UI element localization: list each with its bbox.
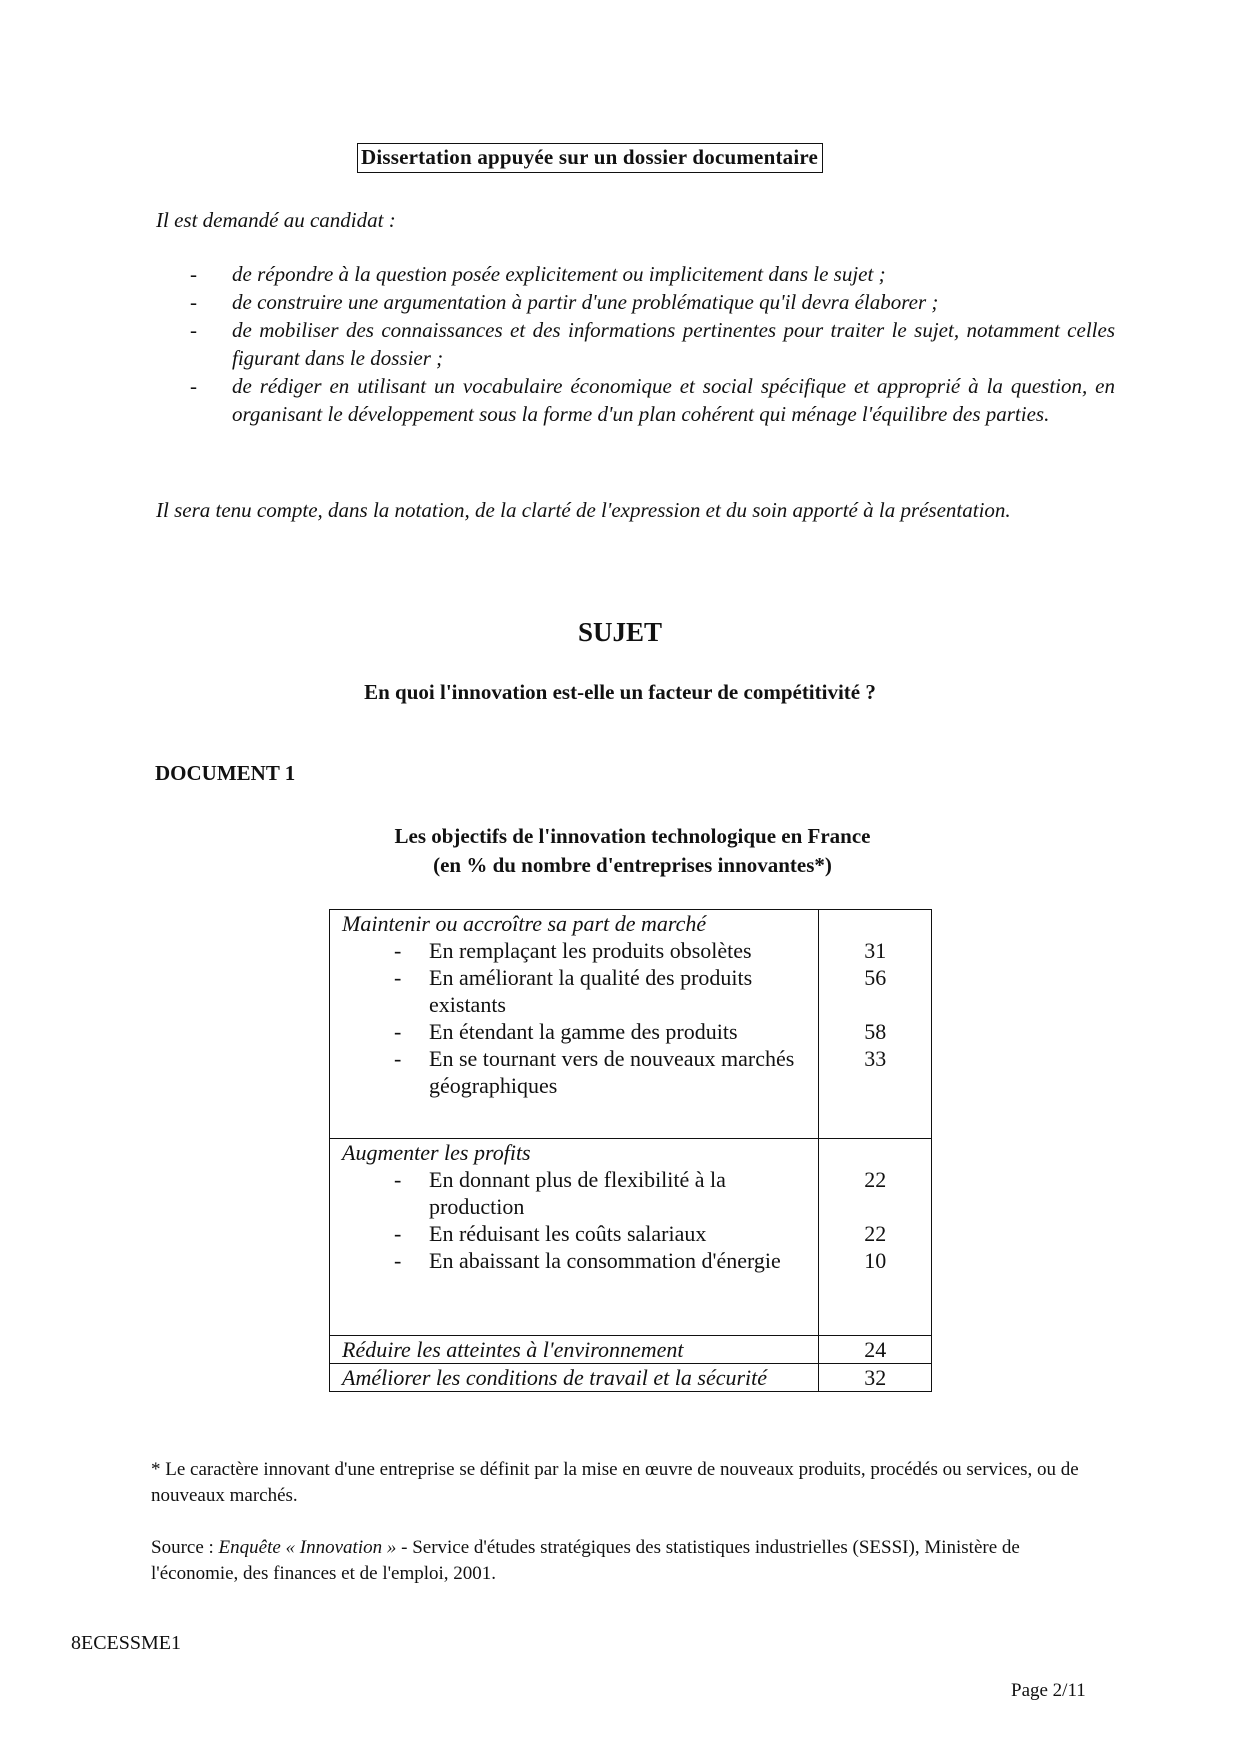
table-row [330,1139,932,1336]
section-heading: Dissertation appuyée sur un dossier documentaire [357,143,823,173]
value-cell: 33 [864,1046,887,1071]
instruction-item: - de rédiger en utilisant un vocabulaire économique et social spécifique et approprié à la question, en organisant le développement sous la forme d'un plan cohérent qui ménage l'équilibre des parties. [190,374,1115,426]
value-cell: 31 [864,938,887,963]
source-note: Source : Enquête « Innovation » - Service d'études stratégiques des statistiques industrielles (SESSI), Ministère de l'économie, des finances et de l'emploi, 2001. [151,1537,1020,1584]
category-label: Réduire les atteintes à l'environnement [342,1337,684,1362]
instructions-intro: Il est demandé au candidat : [156,208,396,232]
table-row [330,1336,932,1364]
subject-question: En quoi l'innovation est-elle un facteur de compétitivité ? [364,680,876,704]
grading-note: Il sera tenu compte, dans la notation, de la clarté de l'expression et du soin apporté à la présentation. [156,498,1011,522]
table-footnote: * Le caractère innovant d'une entreprise se définit par la mise en œuvre de nouveaux produits, procédés ou services, ou de nouveaux marchés. [151,1459,1079,1506]
list-item: - En abaissant la consommation d'énergie [394,1248,781,1273]
instruction-item: - de mobiliser des connaissances et des informations pertinentes pour traiter le sujet, notamment celles figurant dans le dossier ; [190,318,1115,370]
instruction-item: - de construire une argumentation à partir d'une problématique qu'il devra élaborer ; [190,290,939,314]
list-item: - En remplaçant les produits obsolètes [394,938,752,963]
list-item: - En améliorant la qualité des produits existants [394,965,753,1017]
subject-heading: SUJET [577,617,663,647]
page-number: Page 2/11 [1011,1680,1086,1701]
objectives-table [329,909,932,1392]
category-label: Augmenter les profits [342,1140,531,1165]
table-row [330,1364,932,1392]
table-title-line2: (en % du nombre d'entreprises innovantes*) [433,853,832,877]
value-cell: 32 [864,1365,887,1390]
document-label: DOCUMENT 1 [155,761,296,785]
document-code: 8ECESSME1 [71,1632,182,1654]
value-cell: 22 [864,1167,887,1192]
instruction-item: - de répondre à la question posée explicitement ou implicitement dans le sujet ; [190,262,886,286]
value-cell: 24 [864,1337,887,1362]
value-cell: 22 [864,1221,887,1246]
category-label: Maintenir ou accroître sa part de marché [342,911,707,936]
list-item: - En réduisant les coûts salariaux [394,1221,707,1246]
table-title [330,822,935,880]
instructions-list [190,260,1115,428]
table-title-line1: Les objectifs de l'innovation technologique en France [394,824,871,848]
value-cell: 56 [864,965,887,990]
category-label: Améliorer les conditions de travail et la sécurité [342,1365,768,1390]
list-item: - En se tournant vers de nouveaux marchés géographiques [394,1046,795,1098]
value-cell: 10 [864,1248,887,1273]
list-item: - En donnant plus de flexibilité à la production [394,1167,726,1219]
list-item: - En étendant la gamme des produits [394,1019,738,1044]
value-cell: 58 [864,1019,887,1044]
table-row [330,910,932,1139]
